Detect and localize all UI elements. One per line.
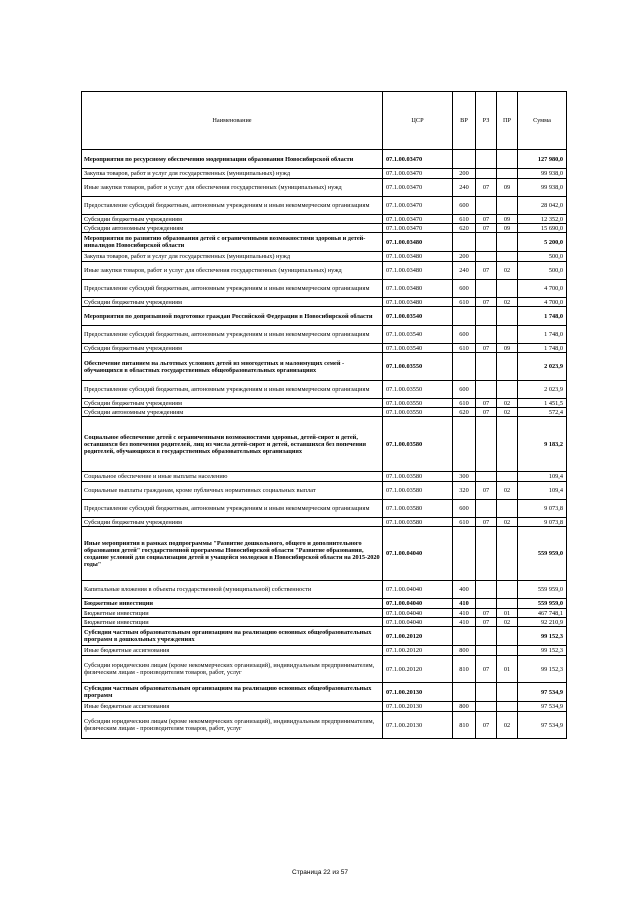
cell-rz: 07 bbox=[476, 482, 497, 500]
cell-vr: 200 bbox=[453, 169, 476, 179]
cell-vr: 600 bbox=[453, 381, 476, 399]
cell-rz: 07 bbox=[476, 224, 497, 233]
cell-csr: 07.1.00.04040 bbox=[383, 609, 453, 618]
cell-pr: 09 bbox=[497, 215, 518, 224]
cell-sum: 9 073,8 bbox=[518, 518, 567, 527]
cell-csr: 07.1.00.03580 bbox=[383, 518, 453, 527]
cell-pr bbox=[497, 150, 518, 169]
cell-name: Субсидии юридическим лицам (кроме некоммерческих организаций), индивидуальным предпринимателям, физическим лицам - производителям товаров, работ, услуг bbox=[82, 656, 383, 683]
table-row bbox=[82, 353, 567, 381]
cell-name: Иные бюджетные ассигнования bbox=[82, 702, 383, 712]
cell-vr: 410 bbox=[453, 609, 476, 618]
cell-vr: 610 bbox=[453, 344, 476, 353]
cell-pr: 09 bbox=[497, 224, 518, 233]
cell-vr: 600 bbox=[453, 326, 476, 344]
cell-pr: 01 bbox=[497, 656, 518, 683]
cell-sum: 572,4 bbox=[518, 408, 567, 417]
cell-rz bbox=[476, 150, 497, 169]
cell-name: Субсидии бюджетным учреждениям bbox=[82, 215, 383, 224]
cell-csr: 07.1.00.04040 bbox=[383, 618, 453, 627]
table-row bbox=[82, 646, 567, 656]
cell-rz: 07 bbox=[476, 298, 497, 307]
cell-sum: 99 938,0 bbox=[518, 169, 567, 179]
cell-sum: 2 023,9 bbox=[518, 381, 567, 399]
cell-rz bbox=[476, 702, 497, 712]
table-row bbox=[82, 399, 567, 408]
cell-pr bbox=[497, 233, 518, 252]
cell-name: Предоставление субсидий бюджетным, автономным учреждениям и иным некоммерческим организациям bbox=[82, 500, 383, 518]
table-row bbox=[82, 500, 567, 518]
cell-rz: 07 bbox=[476, 179, 497, 197]
cell-vr: 600 bbox=[453, 500, 476, 518]
cell-rz bbox=[476, 353, 497, 381]
cell-name: Бюджетные инвестиции bbox=[82, 609, 383, 618]
cell-pr: 02 bbox=[497, 618, 518, 627]
cell-name: Предоставление субсидий бюджетным, автономным учреждениям и иным некоммерческим организациям bbox=[82, 280, 383, 298]
cell-sum: 99 152,3 bbox=[518, 646, 567, 656]
cell-csr: 07.1.00.03580 bbox=[383, 500, 453, 518]
cell-vr: 800 bbox=[453, 646, 476, 656]
header-csr: ЦСР bbox=[383, 92, 453, 150]
table-row bbox=[82, 169, 567, 179]
cell-pr: 02 bbox=[497, 712, 518, 739]
cell-pr bbox=[497, 472, 518, 482]
cell-pr bbox=[497, 500, 518, 518]
cell-name: Субсидии бюджетным учреждениям bbox=[82, 298, 383, 307]
header-sum: Сумма bbox=[518, 92, 567, 150]
cell-csr: 07.1.00.03580 bbox=[383, 482, 453, 500]
table-row bbox=[82, 599, 567, 609]
cell-sum: 109,4 bbox=[518, 482, 567, 500]
cell-name: Бюджетные инвестиции bbox=[82, 618, 383, 627]
cell-vr: 240 bbox=[453, 262, 476, 280]
table-header-row bbox=[82, 92, 567, 150]
cell-vr: 610 bbox=[453, 215, 476, 224]
cell-pr: 02 bbox=[497, 298, 518, 307]
table-row bbox=[82, 618, 567, 627]
cell-sum: 97 534,9 bbox=[518, 683, 567, 702]
cell-rz bbox=[476, 233, 497, 252]
cell-csr: 07.1.00.03580 bbox=[383, 472, 453, 482]
cell-rz: 07 bbox=[476, 399, 497, 408]
table-row bbox=[82, 482, 567, 500]
cell-sum: 4 700,0 bbox=[518, 280, 567, 298]
cell-rz bbox=[476, 307, 497, 326]
cell-name: Субсидии частным образовательным организациям на реализацию основных общеобразовательных программ bbox=[82, 683, 383, 702]
cell-rz bbox=[476, 417, 497, 472]
cell-name: Иные мероприятия в рамках подпрограммы "Развитие дошкольного, общего и дополнительного образования детей" государственной программы Новосибирской области "Развитие образования, создание условий для социализации детей и учащейся молодежи в Новосибирской области на 2015-2020 годы" bbox=[82, 527, 383, 581]
cell-sum: 127 980,0 bbox=[518, 150, 567, 169]
table-row bbox=[82, 344, 567, 353]
cell-sum: 4 700,0 bbox=[518, 298, 567, 307]
table-row bbox=[82, 627, 567, 646]
table-row bbox=[82, 712, 567, 739]
cell-vr bbox=[453, 353, 476, 381]
cell-csr: 07.1.00.03470 bbox=[383, 169, 453, 179]
cell-pr bbox=[497, 381, 518, 399]
header-vr: ВР bbox=[453, 92, 476, 150]
cell-sum: 99 152,3 bbox=[518, 656, 567, 683]
cell-sum: 109,4 bbox=[518, 472, 567, 482]
cell-rz bbox=[476, 280, 497, 298]
cell-pr: 01 bbox=[497, 609, 518, 618]
cell-name: Социальное обеспечение детей с ограниченными возможностями здоровья, детей-сирот и детей, оставшихся без попечения родителей, лиц из числа детей-сирот и детей, оставшихся без попечения родителей, обучающихся в государственных образовательных организациях bbox=[82, 417, 383, 472]
cell-pr bbox=[497, 581, 518, 599]
cell-csr: 07.1.00.20120 bbox=[383, 656, 453, 683]
cell-name: Социальные выплаты гражданам, кроме публичных нормативных социальных выплат bbox=[82, 482, 383, 500]
cell-csr: 07.1.00.04040 bbox=[383, 599, 453, 609]
cell-csr: 07.1.00.03550 bbox=[383, 408, 453, 417]
cell-rz: 07 bbox=[476, 262, 497, 280]
cell-sum: 28 042,0 bbox=[518, 197, 567, 215]
cell-rz: 07 bbox=[476, 408, 497, 417]
cell-vr: 200 bbox=[453, 252, 476, 262]
cell-vr: 600 bbox=[453, 280, 476, 298]
table-row bbox=[82, 518, 567, 527]
cell-vr: 400 bbox=[453, 581, 476, 599]
cell-pr bbox=[497, 417, 518, 472]
cell-sum: 1 451,5 bbox=[518, 399, 567, 408]
cell-vr: 410 bbox=[453, 599, 476, 609]
cell-vr: 240 bbox=[453, 179, 476, 197]
table-row bbox=[82, 683, 567, 702]
cell-name: Субсидии бюджетным учреждениям bbox=[82, 344, 383, 353]
cell-pr: 09 bbox=[497, 179, 518, 197]
cell-sum: 467 748,1 bbox=[518, 609, 567, 618]
table-row bbox=[82, 179, 567, 197]
cell-sum: 9 073,8 bbox=[518, 500, 567, 518]
cell-name: Предоставление субсидий бюджетным, автономным учреждениям и иным некоммерческим организациям bbox=[82, 381, 383, 399]
cell-pr bbox=[497, 527, 518, 581]
cell-pr: 02 bbox=[497, 482, 518, 500]
cell-pr: 02 bbox=[497, 399, 518, 408]
cell-sum: 500,0 bbox=[518, 262, 567, 280]
cell-pr bbox=[497, 326, 518, 344]
cell-pr bbox=[497, 599, 518, 609]
cell-rz bbox=[476, 627, 497, 646]
cell-sum: 559 959,0 bbox=[518, 581, 567, 599]
cell-pr: 02 bbox=[497, 262, 518, 280]
cell-vr: 320 bbox=[453, 482, 476, 500]
page-number: Страница 22 из 57 bbox=[292, 869, 348, 876]
cell-name: Капитальные вложения в объекты государственной (муниципальной) собственности bbox=[82, 581, 383, 599]
cell-csr: 07.1.00.03480 bbox=[383, 298, 453, 307]
cell-sum: 15 690,0 bbox=[518, 224, 567, 233]
cell-pr bbox=[497, 683, 518, 702]
cell-sum: 9 183,2 bbox=[518, 417, 567, 472]
table-row bbox=[82, 224, 567, 233]
cell-rz bbox=[476, 500, 497, 518]
cell-sum: 1 748,0 bbox=[518, 307, 567, 326]
cell-csr: 07.1.00.04040 bbox=[383, 581, 453, 599]
cell-vr: 810 bbox=[453, 656, 476, 683]
cell-vr: 810 bbox=[453, 712, 476, 739]
cell-vr bbox=[453, 417, 476, 472]
cell-rz bbox=[476, 683, 497, 702]
cell-name: Мероприятия по развитию образования детей с ограниченными возможностями здоровья и детей-инвалидов Новосибирской области bbox=[82, 233, 383, 252]
cell-rz: 07 bbox=[476, 712, 497, 739]
cell-name: Социальное обеспечение и иные выплаты населению bbox=[82, 472, 383, 482]
cell-rz bbox=[476, 326, 497, 344]
cell-name: Закупка товаров, работ и услуг для государственных (муниципальных) нужд bbox=[82, 169, 383, 179]
cell-name: Обеспечение питанием на льготных условиях детей из многодетных и малоимущих семей - обучающихся в областных государственных общеобразовательных организациях bbox=[82, 353, 383, 381]
cell-vr: 300 bbox=[453, 472, 476, 482]
cell-rz: 07 bbox=[476, 609, 497, 618]
header-name: Наименование bbox=[82, 92, 383, 150]
cell-name: Предоставление субсидий бюджетным, автономным учреждениям и иным некоммерческим организациям bbox=[82, 197, 383, 215]
cell-name: Закупка товаров, работ и услуг для государственных (муниципальных) нужд bbox=[82, 252, 383, 262]
cell-csr: 07.1.00.03480 bbox=[383, 280, 453, 298]
table-row bbox=[82, 215, 567, 224]
cell-rz bbox=[476, 381, 497, 399]
cell-pr bbox=[497, 197, 518, 215]
cell-rz: 07 bbox=[476, 344, 497, 353]
cell-name: Субсидии бюджетным учреждениям bbox=[82, 399, 383, 408]
cell-csr: 07.1.00.03550 bbox=[383, 399, 453, 408]
cell-pr bbox=[497, 280, 518, 298]
table-row bbox=[82, 233, 567, 252]
header-pr: ПР bbox=[497, 92, 518, 150]
cell-rz bbox=[476, 646, 497, 656]
cell-rz bbox=[476, 472, 497, 482]
cell-vr: 610 bbox=[453, 518, 476, 527]
cell-pr bbox=[497, 702, 518, 712]
cell-pr bbox=[497, 627, 518, 646]
cell-rz bbox=[476, 197, 497, 215]
cell-vr bbox=[453, 527, 476, 581]
cell-vr bbox=[453, 307, 476, 326]
cell-sum: 99 152,3 bbox=[518, 627, 567, 646]
cell-csr: 07.1.00.03480 bbox=[383, 252, 453, 262]
cell-rz: 07 bbox=[476, 518, 497, 527]
cell-csr: 07.1.00.03470 bbox=[383, 150, 453, 169]
cell-csr: 07.1.00.20130 bbox=[383, 712, 453, 739]
cell-vr bbox=[453, 233, 476, 252]
cell-rz bbox=[476, 252, 497, 262]
cell-rz: 07 bbox=[476, 618, 497, 627]
table-row bbox=[82, 417, 567, 472]
cell-vr: 610 bbox=[453, 399, 476, 408]
cell-vr: 600 bbox=[453, 197, 476, 215]
cell-csr: 07.1.00.03470 bbox=[383, 179, 453, 197]
cell-sum: 97 534,9 bbox=[518, 702, 567, 712]
table-row bbox=[82, 326, 567, 344]
cell-name: Субсидии автономным учреждениям bbox=[82, 224, 383, 233]
cell-name: Бюджетные инвестиции bbox=[82, 599, 383, 609]
table-row bbox=[82, 280, 567, 298]
cell-vr: 620 bbox=[453, 408, 476, 417]
cell-csr: 07.1.00.20130 bbox=[383, 702, 453, 712]
cell-csr: 07.1.00.20130 bbox=[383, 683, 453, 702]
cell-pr bbox=[497, 252, 518, 262]
cell-csr: 07.1.00.04040 bbox=[383, 527, 453, 581]
cell-vr: 410 bbox=[453, 618, 476, 627]
cell-pr bbox=[497, 307, 518, 326]
cell-name: Мероприятия по ресурсному обеспечению модернизации образования Новосибирской области bbox=[82, 150, 383, 169]
cell-name: Иные бюджетные ассигнования bbox=[82, 646, 383, 656]
cell-sum: 12 352,0 bbox=[518, 215, 567, 224]
table-row bbox=[82, 307, 567, 326]
cell-sum: 1 748,0 bbox=[518, 344, 567, 353]
table-row bbox=[82, 150, 567, 169]
cell-csr: 07.1.00.03540 bbox=[383, 326, 453, 344]
cell-sum: 99 938,0 bbox=[518, 179, 567, 197]
cell-csr: 07.1.00.03540 bbox=[383, 307, 453, 326]
table-row bbox=[82, 609, 567, 618]
cell-name: Субсидии юридическим лицам (кроме некоммерческих организаций), индивидуальным предпринимателям, физическим лицам - производителям товаров, работ, услуг bbox=[82, 712, 383, 739]
table-row bbox=[82, 197, 567, 215]
cell-vr bbox=[453, 150, 476, 169]
cell-csr: 07.1.00.03480 bbox=[383, 262, 453, 280]
cell-csr: 07.1.00.20120 bbox=[383, 646, 453, 656]
cell-vr: 620 bbox=[453, 224, 476, 233]
cell-rz bbox=[476, 527, 497, 581]
cell-csr: 07.1.00.03550 bbox=[383, 381, 453, 399]
cell-sum: 500,0 bbox=[518, 252, 567, 262]
cell-rz: 07 bbox=[476, 656, 497, 683]
cell-csr: 07.1.00.03470 bbox=[383, 215, 453, 224]
cell-csr: 07.1.00.03550 bbox=[383, 353, 453, 381]
cell-sum: 92 210,9 bbox=[518, 618, 567, 627]
table-row bbox=[82, 472, 567, 482]
cell-csr: 07.1.00.03470 bbox=[383, 224, 453, 233]
cell-pr: 09 bbox=[497, 344, 518, 353]
cell-name: Субсидии частным образовательным организациям на реализацию основных общеобразовательных программ в дошкольных учреждениях bbox=[82, 627, 383, 646]
cell-name: Субсидии бюджетным учреждениям bbox=[82, 518, 383, 527]
budget-table bbox=[81, 91, 567, 739]
cell-pr bbox=[497, 169, 518, 179]
cell-name: Субсидии автономным учреждениям bbox=[82, 408, 383, 417]
table-row bbox=[82, 408, 567, 417]
cell-rz: 07 bbox=[476, 215, 497, 224]
table-row bbox=[82, 527, 567, 581]
cell-csr: 07.1.00.03480 bbox=[383, 233, 453, 252]
cell-sum: 2 023,9 bbox=[518, 353, 567, 381]
table-row bbox=[82, 581, 567, 599]
header-rz: РЗ bbox=[476, 92, 497, 150]
cell-csr: 07.1.00.03580 bbox=[383, 417, 453, 472]
table-row bbox=[82, 656, 567, 683]
cell-name: Иные закупки товаров, работ и услуг для обеспечения государственных (муниципальных) нужд bbox=[82, 179, 383, 197]
cell-vr: 800 bbox=[453, 702, 476, 712]
cell-name: Мероприятия по допризывной подготовке граждан Российской Федерации в Новосибирской области bbox=[82, 307, 383, 326]
cell-sum: 559 959,0 bbox=[518, 527, 567, 581]
table-row bbox=[82, 298, 567, 307]
cell-pr: 02 bbox=[497, 518, 518, 527]
cell-name: Иные закупки товаров, работ и услуг для обеспечения государственных (муниципальных) нужд bbox=[82, 262, 383, 280]
cell-sum: 97 534,9 bbox=[518, 712, 567, 739]
cell-sum: 5 200,0 bbox=[518, 233, 567, 252]
cell-csr: 07.1.00.20120 bbox=[383, 627, 453, 646]
cell-rz bbox=[476, 169, 497, 179]
cell-sum: 559 959,0 bbox=[518, 599, 567, 609]
cell-vr bbox=[453, 683, 476, 702]
cell-csr: 07.1.00.03540 bbox=[383, 344, 453, 353]
cell-rz bbox=[476, 599, 497, 609]
cell-rz bbox=[476, 581, 497, 599]
table-row bbox=[82, 262, 567, 280]
cell-pr: 02 bbox=[497, 408, 518, 417]
table-row bbox=[82, 381, 567, 399]
cell-vr bbox=[453, 627, 476, 646]
table-row bbox=[82, 702, 567, 712]
cell-name: Предоставление субсидий бюджетным, автономным учреждениям и иным некоммерческим организациям bbox=[82, 326, 383, 344]
table-row bbox=[82, 252, 567, 262]
cell-csr: 07.1.00.03470 bbox=[383, 197, 453, 215]
cell-pr bbox=[497, 353, 518, 381]
cell-vr: 610 bbox=[453, 298, 476, 307]
cell-sum: 1 748,0 bbox=[518, 326, 567, 344]
cell-pr bbox=[497, 646, 518, 656]
